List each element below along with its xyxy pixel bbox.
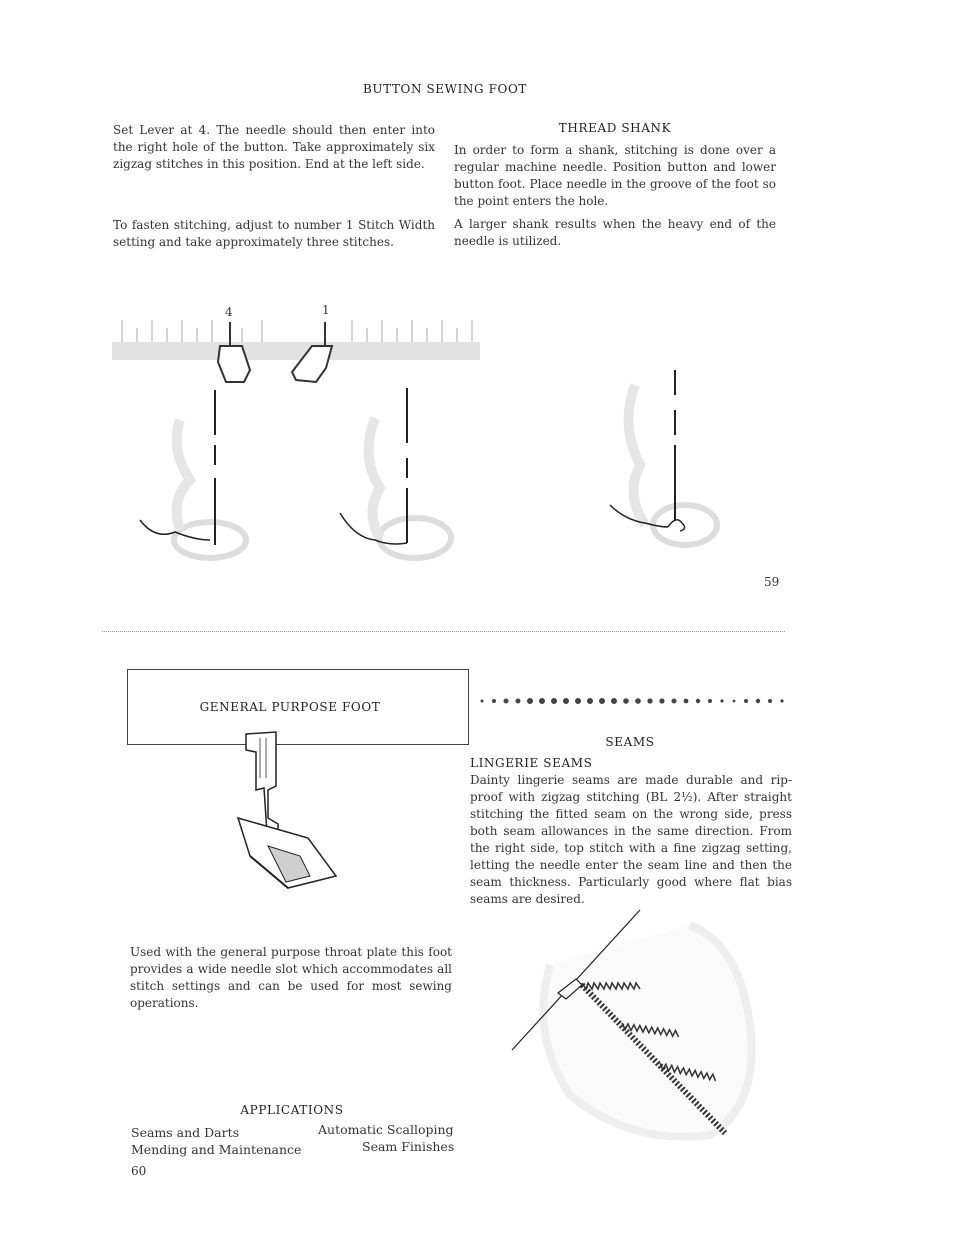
thread-shank-heading: THREAD SHANK xyxy=(558,121,672,135)
applications-heading: APPLICATIONS xyxy=(240,1103,344,1117)
general-purpose-foot-illustration xyxy=(228,728,348,890)
lever-label-1: 1 xyxy=(322,303,330,317)
page-title: BUTTON SEWING FOOT xyxy=(362,82,528,96)
needle-button-illustration-middle xyxy=(335,388,465,573)
needle-button-illustration-left xyxy=(140,390,260,570)
left-paragraph-2: To fasten stitching, adjust to number 1 Stitch Width setting and take approximately three stitches. xyxy=(113,218,435,249)
application-seam-finishes: Seam Finishes xyxy=(362,1139,455,1154)
stitch-width-scale-illustration xyxy=(112,300,482,390)
decorative-stitch-row xyxy=(478,694,790,708)
application-automatic-scalloping: Automatic Scalloping xyxy=(318,1122,454,1137)
left-paragraph-1: Set Lever at 4. The needle should then enter into the right hole of the button. Take approximately six zigzag stitches in this position. End at the left side. xyxy=(113,123,435,171)
right-paragraph-1: In order to form a shank, stitching is done over a regular machine needle. Position button and lower button foot. Place needle in the groove of the foot so the point enters the hole. xyxy=(454,143,776,208)
foot-description: Used with the general purpose throat plate this foot provides a wide needle slot which accommodates all stitch settings and can be used for most sewing operations. xyxy=(130,945,452,1010)
lingerie-seams-heading: LINGERIE SEAMS xyxy=(470,756,593,770)
right-paragraph-2: A larger shank results when the heavy end of the needle is utilized. xyxy=(454,217,776,248)
application-mending-maintenance: Mending and Maintenance xyxy=(131,1142,302,1157)
lingerie-seam-illustration xyxy=(510,905,780,1150)
seams-heading: SEAMS xyxy=(605,735,655,749)
lingerie-seams-paragraph: Dainty lingerie seams are made durable and rip-proof with zigzag stitching (BL 2½). After straight stitching the fitted seam on the wrong side, press both seam allowances in the same direction. From the right side, top stitch with a fine zigzag setting, letting the needle enter the seam line and then the seam thickness. Particularly good where flat bias seams are desired. xyxy=(470,773,792,906)
thread-shank-illustration xyxy=(610,365,730,560)
lever-label-4: 4 xyxy=(225,305,233,319)
page-number-60: 60 xyxy=(131,1164,147,1178)
page-separator xyxy=(102,631,785,632)
general-purpose-foot-title: GENERAL PURPOSE FOOT xyxy=(199,700,381,714)
application-seams-darts: Seams and Darts xyxy=(131,1125,240,1140)
page-number-59: 59 xyxy=(764,575,780,589)
